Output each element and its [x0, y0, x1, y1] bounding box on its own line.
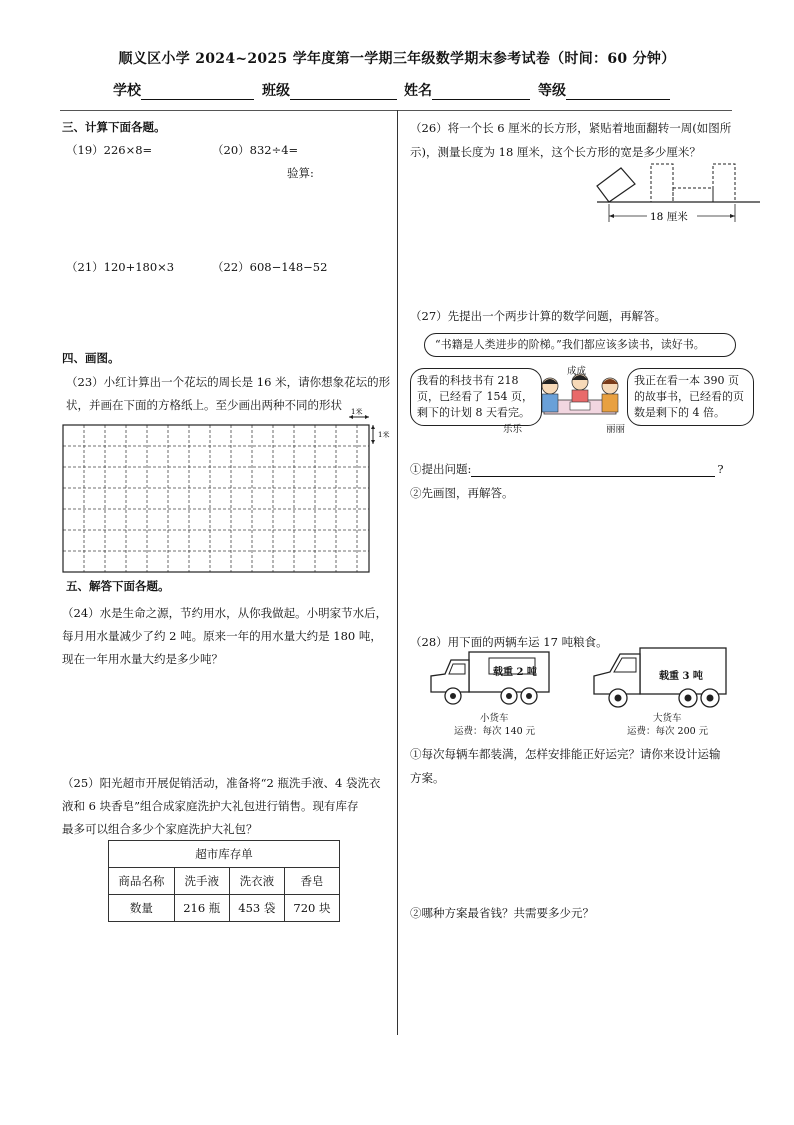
big-truck-load: 载重 3 吨: [659, 671, 703, 682]
school-blank[interactable]: [141, 83, 254, 100]
check-label: 验算:: [287, 166, 314, 180]
table-header: 香皂: [284, 868, 339, 895]
class-field: [262, 80, 397, 100]
question-19: （19）226×8=: [66, 143, 153, 157]
table-header: 洗衣液: [229, 868, 284, 895]
grade-label: 等级: [538, 83, 566, 99]
question-22: （22）608−148−52: [212, 260, 328, 274]
question-28-line1: （28）用下面的两辆车运 17 吨粮食。: [410, 635, 608, 649]
rectangle-flip-diagram: [585, 158, 765, 230]
question-20: （20）832÷4=: [212, 143, 299, 157]
table-cell: 数量: [109, 895, 175, 922]
class-blank[interactable]: [290, 83, 397, 100]
grade-blank[interactable]: [566, 83, 670, 100]
unit-label-horizontal: 1米: [351, 408, 363, 416]
grid-paper[interactable]: [60, 405, 396, 575]
question-23-line1: （23）小红计算出一个花坛的周长是 16 米，请你想象花坛的形: [66, 375, 391, 389]
question-25-line1: （25）阳光超市开展促销活动，准备将“2 瓶洗手液、4 袋洗衣: [62, 776, 381, 790]
table-header: 洗手液: [174, 868, 229, 895]
measure-label: 18 厘米: [650, 211, 688, 223]
name-label: 姓名: [404, 83, 432, 99]
q27-ask-label: ①提出问题:: [410, 462, 472, 476]
unit-marker-horizontal: [349, 407, 369, 419]
question-25-line3: 最多可以组合多少个家庭洗护大礼包？: [62, 822, 258, 836]
school-label: 学校: [113, 83, 141, 99]
unit-label-vertical: 1米: [378, 431, 390, 439]
small-truck-name: 小货车: [480, 713, 509, 724]
header-divider: [60, 110, 732, 111]
small-truck-icon: [425, 648, 555, 708]
question-26-line1: （26）将一个长 6 厘米的长方形，紧贴着地面翻转一周(如图所: [410, 121, 732, 135]
small-truck-fee: 运费：每次 140 元: [454, 726, 536, 737]
small-truck-load: 载重 2 吨: [493, 667, 537, 678]
name-chengcheng: 成成: [567, 366, 587, 377]
question-28-part2: ②哪种方案最省钱？共需要多少元？: [410, 906, 594, 920]
name-lele: 乐乐: [503, 424, 523, 435]
question-23-line2: 状，并画在下面的方格纸上。至少画出两种不同的形状: [66, 398, 342, 412]
question-24-line2: 每月用水量减少了约 2 吨。原来一年的用水量大约是 180 吨，: [62, 629, 382, 643]
grade-field: [538, 80, 670, 100]
class-label: 班级: [262, 83, 290, 99]
question-25-line2: 液和 6 块香皂”组合成家庭洗护大礼包进行销售。现有库存: [62, 799, 359, 813]
question-21: （21）120+180×3: [66, 260, 175, 274]
question-25: [62, 772, 392, 841]
table-header-row: [109, 868, 340, 895]
name-blank[interactable]: [432, 83, 530, 100]
table-caption: 超市库存单: [109, 841, 340, 868]
q27-ask-end: ?: [717, 462, 724, 476]
big-truck-fee: 运费：每次 200 元: [627, 726, 709, 737]
question-28-part1-line2: 方案。: [410, 771, 445, 785]
table-cell: 720 块: [284, 895, 339, 922]
q27-ask-blank[interactable]: [471, 464, 715, 477]
lele-bubble: 我看的科技书有 218 页，已经看了 154 页，剩下的计划 8 天看完。: [410, 368, 542, 426]
question-24-line3: 现在一年用水量大约是多少吨？: [62, 652, 223, 666]
table-header: 商品名称: [109, 868, 175, 895]
school-field: [113, 80, 254, 100]
question-26-line2: 示)，测量长度为 18 厘米，这个长方形的宽是多少厘米？: [410, 145, 701, 159]
section-5-title: 五、解答下面各题。: [66, 579, 170, 593]
table-cell: 216 瓶: [174, 895, 229, 922]
name-field: [404, 80, 530, 100]
table-row: [109, 895, 340, 922]
unit-marker-vertical: [371, 425, 389, 444]
page-title: 顺义区小学 2024~2025 学年度第一学期三年级数学期末参考试卷（时间：60 分钟）: [118, 51, 676, 67]
q27-draw: ②先画图，再解答。: [410, 486, 514, 500]
inventory-table: [108, 840, 340, 922]
table-cell: 453 袋: [229, 895, 284, 922]
q27-ask-field: [410, 461, 724, 477]
name-lili: 丽丽: [606, 424, 626, 435]
quote-bubble: “书籍是人类进步的阶梯。”我们都应该多读书，读好书。: [424, 333, 736, 357]
big-truck-name: 大货车: [653, 713, 682, 724]
question-27-line1: （27）先提出一个两步计算的数学问题，再解答。: [410, 309, 667, 323]
section-4-title: 四、画图。: [62, 351, 120, 365]
section-3-title: 三、计算下面各题。: [62, 120, 166, 134]
question-28-part1-line1: ①每次每辆车都装满，怎样安排能正好运完？请你来设计运输: [410, 747, 721, 761]
question-24: [62, 602, 392, 671]
question-24-line1: （24）水是生命之源，节约用水，从你我做起。小明家节水后，: [62, 606, 388, 620]
column-divider: [397, 110, 398, 1035]
lili-bubble: 我正在看一本 390 页的故事书，已经看的页数是剩下的 4 倍。: [627, 368, 754, 426]
